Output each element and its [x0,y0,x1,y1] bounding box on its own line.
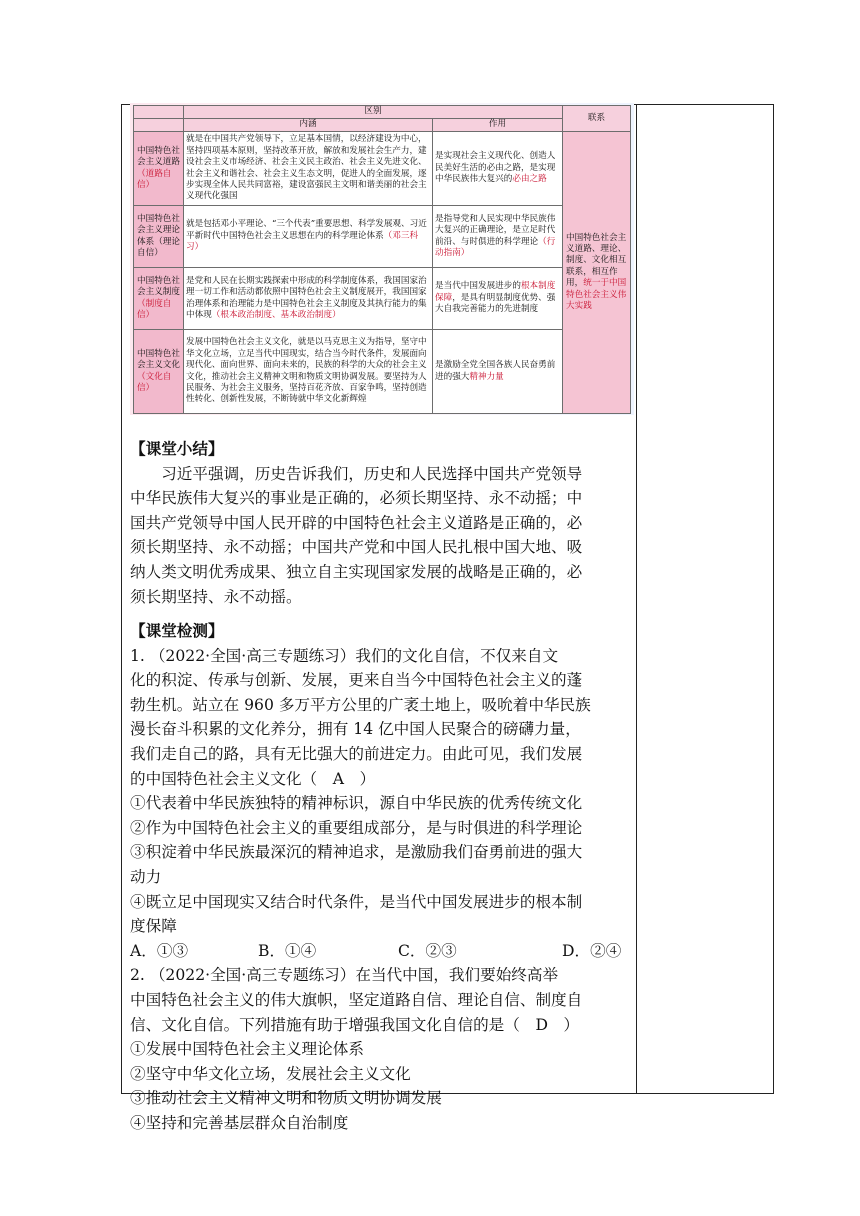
question-2-option-item: ④坚持和完善基层群众自治制度 [130,1113,349,1132]
question-1-line: 漫长奋斗积累的文化养分，拥有 14 亿中国人民聚合的磅礴力量， [130,720,581,739]
question-1-line: 化的积淀、传承与创新、发展，更来自当今中国特色社会主义的蓬 [130,671,583,690]
summary-line: 纳人类文明优秀成果、独立自主实现国家发展的战略是正确的，必 [130,562,583,581]
link-cell: 中国特色社会主义道路、理论、制度、文化相互联系，相互作用，统一于中国特色社会主义伟大实践 [563,132,631,414]
header-corner-2 [134,119,184,132]
question-1-answer-choices [130,939,630,964]
answer-choice-d: D．②④ [562,941,622,960]
row-role-system: 是当代中国发展进步的根本制度保障，是具有明显制度优势、强大自我完善能力的先进制度 [433,268,563,330]
question-2-option-item: ③推动社会主义精神文明和物质文明协调发展 [130,1089,442,1108]
row-name-theory: 中国特色社会主义理论体系（理论自信） [134,206,184,268]
comparison-figure [130,103,634,415]
question-1-line: 我们走自己的路，具有无比强大的前进定力。由此可见，我们发展 [130,744,583,763]
row-content-culture: 发展中国特色社会主义文化，就是以马克思主义为指导，坚守中华文化立场，立足当代中国现实，结合当今时代条件，发展面向现代化、面向世界、面向未来的，民族的科学的大众的社会主义文化，推动社会主义精神文明和物质文明协调发展。要坚持为人民服务、为社会主义服务，坚持百花齐放、百家争鸣，坚持创造性转化、创新性发展，不断铸就中华文化新辉煌 [184,330,433,414]
question-1-option-item: 动力 [130,867,162,886]
row-content-system: 是党和人民在长期实践探索中形成的科学制度体系，我国国家治理一切工作和活动都依照中国特色社会主义制度展开，我国国家治理体系和治理能力是中国特色社会主义制度及其执行能力的集中体现（根本政治制度、基本政治制度） [184,268,433,330]
header-group: 区别 [184,106,563,119]
row-content-road: 就是在中国共产党领导下，立足基本国情，以经济建设为中心，坚持四项基本原则，坚持改革开放，解放和发展社会生产力，建设社会主义市场经济、社会主义民主政治、社会主义先进文化、社会主义和谐社会、社会主义生态文明，促进人的全面发展，逐步实现全体人民共同富裕，建设富强民主文明和谐美丽的社会主义现代化强国 [184,132,433,206]
row-name-road: 中国特色社会主义道路（道路自信） [134,132,184,206]
question-2-line: 中国特色社会主义的伟大旗帜，坚定道路自信、理论自信、制度自 [130,990,583,1009]
question-2-line: 2. （2022·全国·高三专题练习）在当代中国，我们要始终高举 [130,966,559,985]
answer-choice-b: B．①④ [258,941,317,960]
test-section [130,619,630,1135]
question-2-option-item: ②坚守中华文化立场，发展社会主义文化 [130,1064,411,1083]
header-link: 联系 [563,106,631,132]
header-corner [134,106,184,119]
summary-line: 须长期坚持、永不动摇；中国共产党和中国人民扎根中国大地、吸 [130,538,583,557]
row-name-culture: 中国特色社会主义文化（文化自信） [134,330,184,414]
question-1-option-item: ③积淀着中华民族最深沉的精神追求，是激励我们奋勇前进的强大 [130,843,583,862]
question-1-option-item: ②作为中国特色社会主义的重要组成部分，是与时俱进的科学理论 [130,818,583,837]
summary-line: 中华民族伟大复兴的事业是正确的，必须长期坚持、永不动摇；中 [130,489,583,508]
summary-heading: 【课堂小结】 [130,440,224,458]
question-1-line: 的中国特色社会主义文化（ A ） [130,769,376,788]
column-divider [636,104,637,1094]
answer-choice-c: C．②③ [398,941,457,960]
header-content: 内涵 [184,119,433,132]
question-1-option-item: ①代表着中华民族独特的精神标识，源自中华民族的优秀传统文化 [130,794,583,813]
header-role: 作用 [433,119,563,132]
question-2-option-item: ①发展中国特色社会主义理论体系 [130,1040,364,1059]
question-2-line: 信、文化自信。下列措施有助于增强我国文化自信的是（ D ） [130,1015,580,1034]
row-role-theory: 是指导党和人民实现中华民族伟大复兴的正确理论，是立足时代前沿、与时俱进的科学理论（行动指南） [433,206,563,268]
question-1-line: 勃生机。站立在 960 多万平方公里的广袤土地上，吸吮着中华民族 [130,695,591,714]
question-1-option-item: 度保障 [130,917,177,936]
row-role-road: 是实现社会主义现代化、创造人民美好生活的必由之路，是实现中华民族伟大复兴的必由之路 [433,132,563,206]
row-content-theory: 就是包括邓小平理论、“三个代表”重要思想、科学发展观、习近平新时代中国特色社会主义思想在内的科学理论体系（邓三科习） [184,206,433,268]
test-heading: 【课堂检测】 [130,622,224,640]
question-1-option-item: ④既立足中国现实又结合时代条件，是当代中国发展进步的根本制 [130,892,583,911]
summary-line: 须长期坚持、永不动摇。 [130,587,302,606]
summary-line: 习近平强调，历史告诉我们，历史和人民选择中国共产党领导 [161,464,583,483]
summary-section [130,437,630,609]
summary-line: 国共产党领导中国人民开辟的中国特色社会主义道路是正确的，必 [130,513,583,532]
comparison-table [133,105,631,414]
answer-choice-a: A．①③ [130,941,189,960]
row-name-system: 中国特色社会主义制度（制度自信） [134,268,184,330]
row-role-culture: 是激励全党全国各族人民奋勇前进的强大精神力量 [433,330,563,414]
question-1-line: 1. （2022·全国·高三专题练习）我们的文化自信，不仅来自文 [130,646,559,665]
